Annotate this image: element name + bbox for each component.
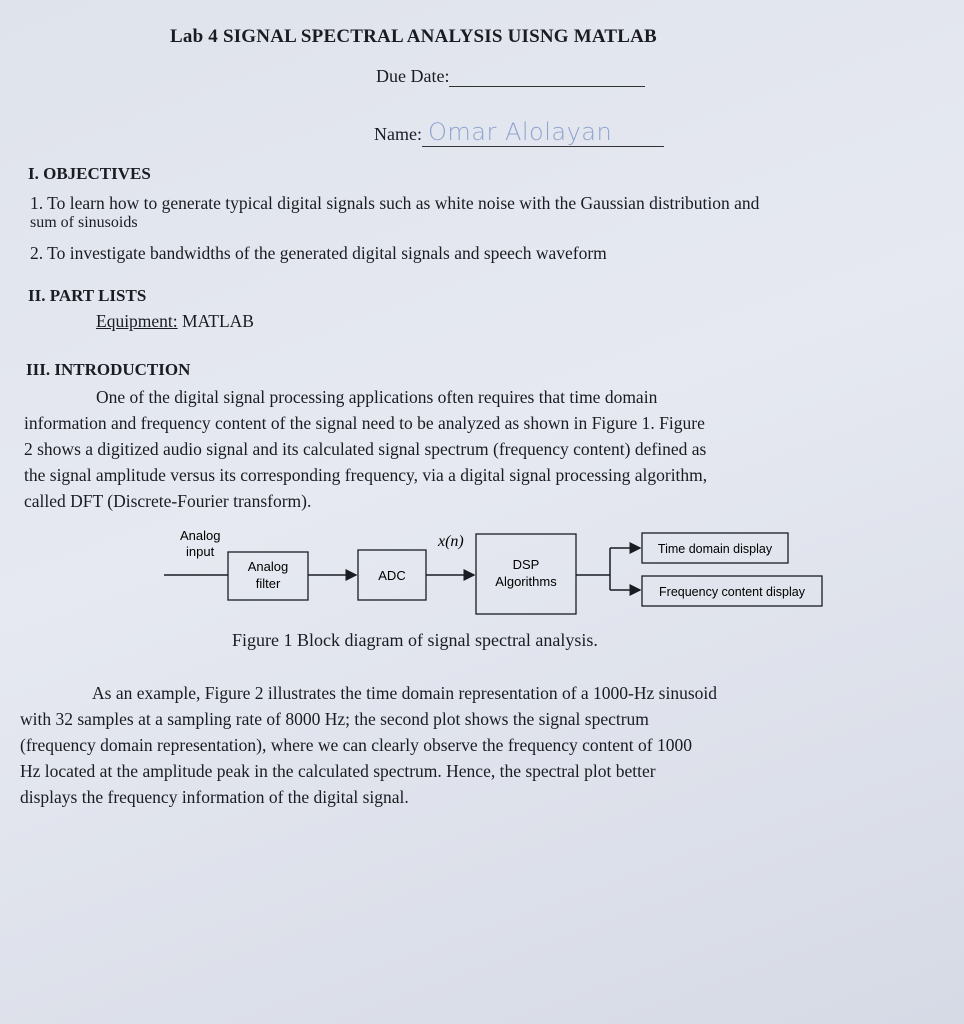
- adc-label: ADC: [378, 568, 406, 583]
- intro-para1-line-3: 2 shows a digitized audio signal and its calculated signal spectrum (frequency content) defined as: [24, 439, 707, 459]
- intro-para1-line-2: information and frequency content of the signal need to be analyzed as shown in Figure 1. Figure: [24, 413, 705, 433]
- time-display-label: Time domain display: [657, 542, 773, 556]
- intro-para2-line-4: Hz located at the amplitude peak in the calculated spectrum. Hence, the spectral plot better: [20, 761, 656, 781]
- dsp-label-1: DSP: [512, 557, 540, 572]
- intro-para2-line-2: with 32 samples at a sampling rate of 8000 Hz; the second plot shows the signal spectrum: [20, 709, 649, 729]
- introduction-heading: III. INTRODUCTION: [26, 360, 191, 379]
- equipment-value: MATLAB: [182, 311, 254, 331]
- dsp-label-2: Algorithms: [495, 574, 557, 589]
- objective-1-line-1: 1. To learn how to generate typical digital signals such as white noise with the Gaussian distribution and: [30, 193, 760, 213]
- figure-1-block-diagram: [150, 522, 840, 622]
- due-date-blank: [449, 68, 645, 87]
- intro-para1-line-1: One of the digital signal processing applications often requires that time domain: [96, 387, 658, 407]
- intro-para2-line-5: displays the frequency information of the digital signal.: [20, 787, 409, 807]
- analog-input-label-2: input: [186, 544, 215, 559]
- analog-filter-label-1: Analog: [247, 559, 289, 574]
- due-date-label: Due Date:: [376, 66, 450, 86]
- figure-1-caption: Figure 1 Block diagram of signal spectral analysis.: [232, 630, 598, 650]
- objectives-heading: I. OBJECTIVES: [28, 164, 151, 183]
- equipment-label: Equipment:: [96, 311, 178, 331]
- part-lists-heading: II. PART LISTS: [28, 286, 147, 305]
- xn-label: x(n): [438, 533, 464, 550]
- freq-display-label: Frequency content display: [659, 585, 805, 599]
- document-title: Lab 4 SIGNAL SPECTRAL ANALYSIS UISNG MATLAB: [170, 26, 657, 47]
- objective-2: 2. To investigate bandwidths of the generated digital signals and speech waveform: [30, 243, 607, 263]
- intro-para2-line-1: As an example, Figure 2 illustrates the time domain representation of a 1000-Hz sinusoid: [92, 683, 717, 703]
- objective-1-line-2: sum of sinusoids: [30, 214, 138, 231]
- intro-para2-line-3: (frequency domain representation), where we can clearly observe the frequency content of 1000: [20, 735, 692, 755]
- name-field: [374, 118, 664, 147]
- equipment-line: [96, 308, 254, 334]
- name-label: Name:: [374, 124, 422, 144]
- intro-para1-line-5: called DFT (Discrete-Fourier transform).: [24, 491, 312, 511]
- analog-input-label-1: Analog: [180, 528, 221, 543]
- intro-para1-line-4: the signal amplitude versus its corresponding frequency, via a digital signal processing algorithm,: [24, 465, 708, 485]
- handwritten-signature: Omar Alolayan: [422, 118, 664, 147]
- due-date-field: [376, 66, 645, 87]
- analog-filter-label-2: filter: [255, 576, 281, 591]
